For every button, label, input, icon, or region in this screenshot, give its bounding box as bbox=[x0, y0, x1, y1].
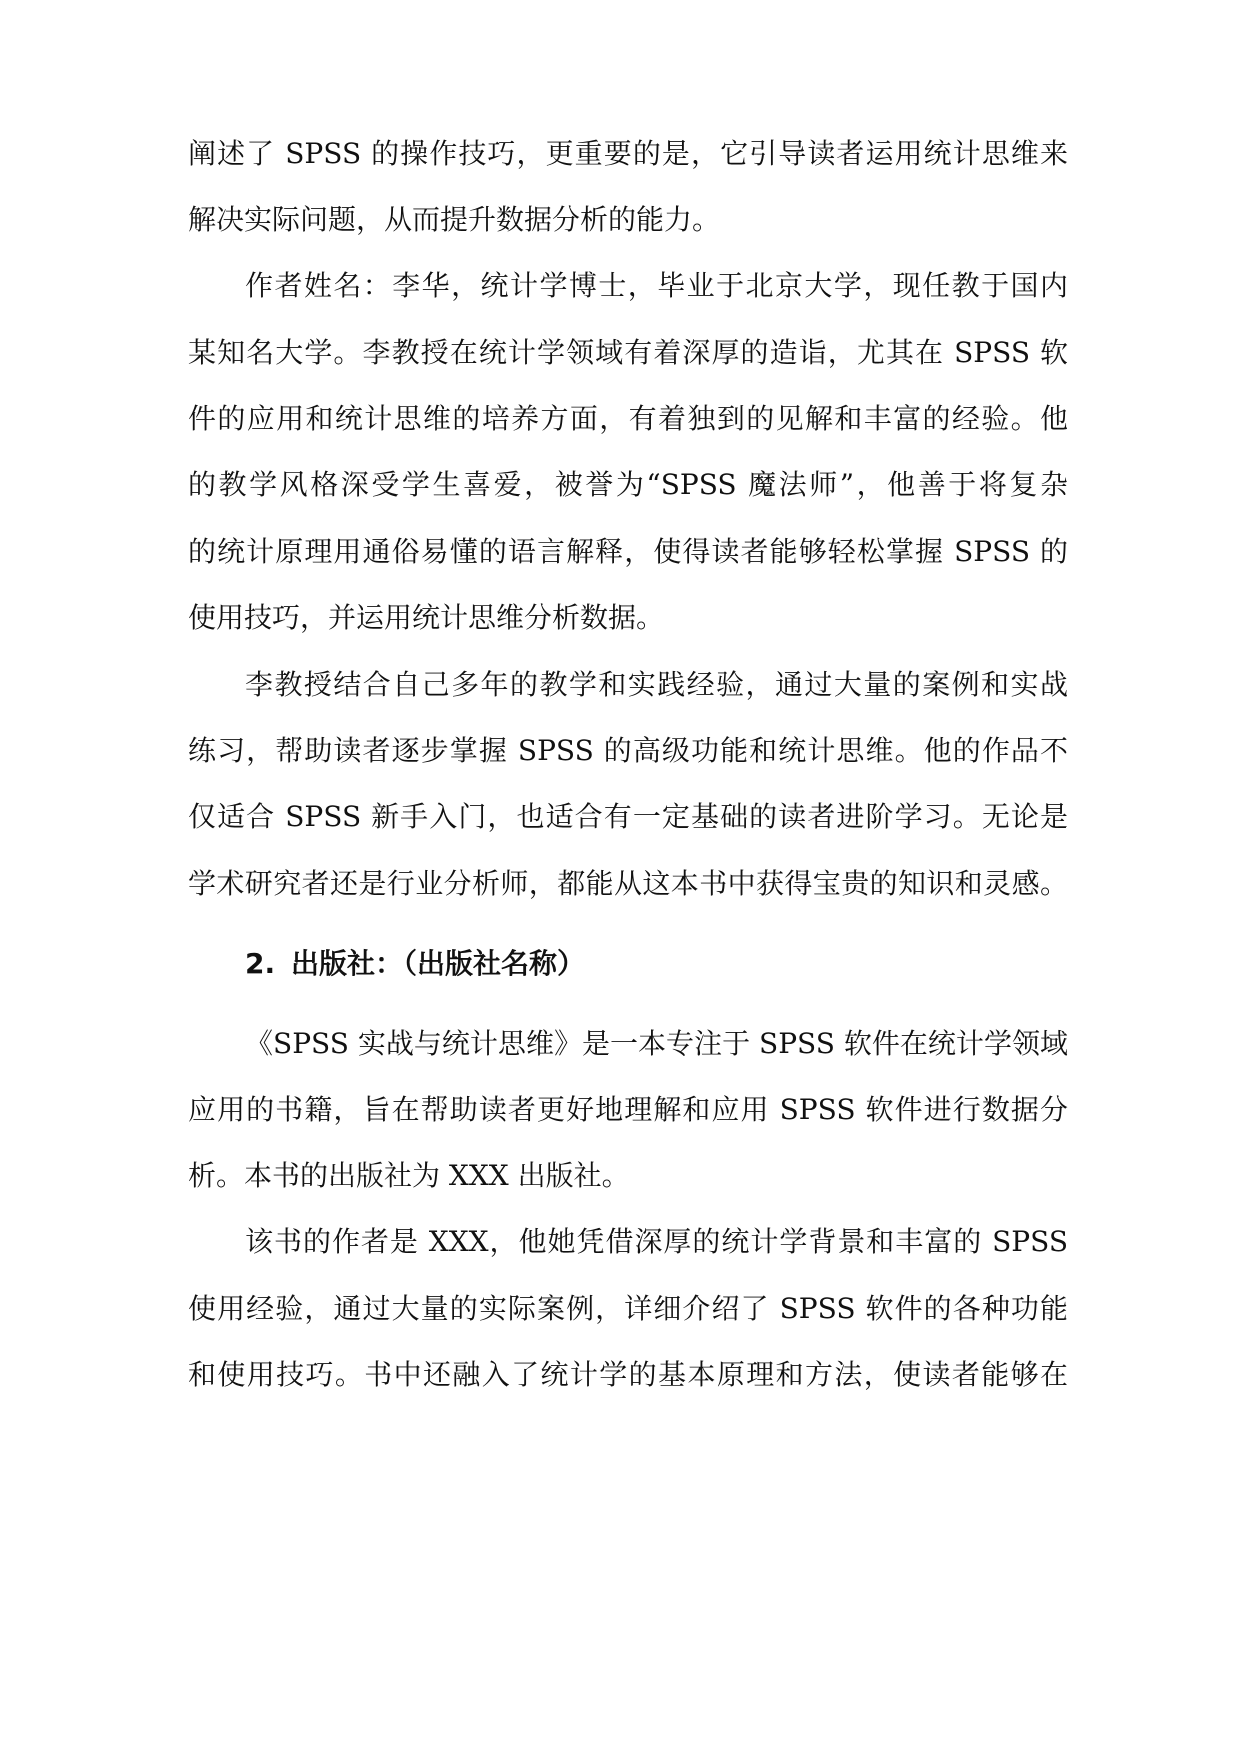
paragraph-3-line-4: 学术研究者还是行业分析师，都能从这本书中获得宝贵的知识和灵感。 bbox=[188, 867, 1068, 900]
paragraph-1-line-2: 解决实际问题，从而提升数据分析的能力。 bbox=[188, 203, 721, 236]
paragraph-5-line-2: 使用经验，通过大量的实际案例，详细介绍了 SPSS 软件的各种功能 bbox=[188, 1292, 1068, 1325]
paragraph-2-line-5: 的统计原理用通俗易懂的语言解释，使得读者能够轻松掌握 SPSS 的 bbox=[188, 535, 1068, 568]
paragraph-2-line-3: 件的应用和统计思维的培养方面，有着独到的见解和丰富的经验。他 bbox=[188, 402, 1068, 435]
paragraph-2-line-1: 作者姓名：李华，统计学博士，毕业于北京大学，现任教于国内 bbox=[245, 269, 1068, 302]
paragraph-4-line-2: 应用的书籍，旨在帮助读者更好地理解和应用 SPSS 软件进行数据分 bbox=[188, 1093, 1068, 1126]
paragraph-1-line-1: 阐述了 SPSS 的操作技巧，更重要的是，它引导读者运用统计思维来 bbox=[188, 137, 1068, 170]
paragraph-3-line-2: 练习，帮助读者逐步掌握 SPSS 的高级功能和统计思维。他的作品不 bbox=[188, 734, 1068, 767]
paragraph-3-line-3: 仅适合 SPSS 新手入门，也适合有一定基础的读者进阶学习。无论是 bbox=[188, 800, 1068, 833]
paragraph-2-line-6: 使用技巧，并运用统计思维分析数据。 bbox=[188, 601, 665, 634]
section-title: 出版社：（出版社名称） bbox=[291, 947, 586, 980]
paragraph-5-line-3: 和使用技巧。书中还融入了统计学的基本原理和方法，使读者能够在 bbox=[188, 1358, 1068, 1391]
paragraph-4-line-1: 《SPSS 实战与统计思维》是一本专注于 SPSS 软件在统计学领域 bbox=[245, 1027, 1068, 1060]
paragraph-2-line-4: 的教学风格深受学生喜爱，被誉为“SPSS 魔法师”，他善于将复杂 bbox=[188, 468, 1068, 501]
paragraph-2-line-2: 某知名大学。李教授在统计学领域有着深厚的造诣，尤其在 SPSS 软 bbox=[188, 336, 1068, 369]
section-heading bbox=[245, 944, 945, 984]
paragraph-4-line-3: 析。本书的出版社为 XXX 出版社。 bbox=[188, 1159, 630, 1192]
section-number: 2. bbox=[245, 947, 276, 980]
paragraph-3-line-1: 李教授结合自己多年的教学和实践经验，通过大量的案例和实战 bbox=[245, 668, 1068, 701]
paragraph-5-line-1: 该书的作者是 XXX，他她凭借深厚的统计学背景和丰富的 SPSS bbox=[245, 1225, 1068, 1258]
